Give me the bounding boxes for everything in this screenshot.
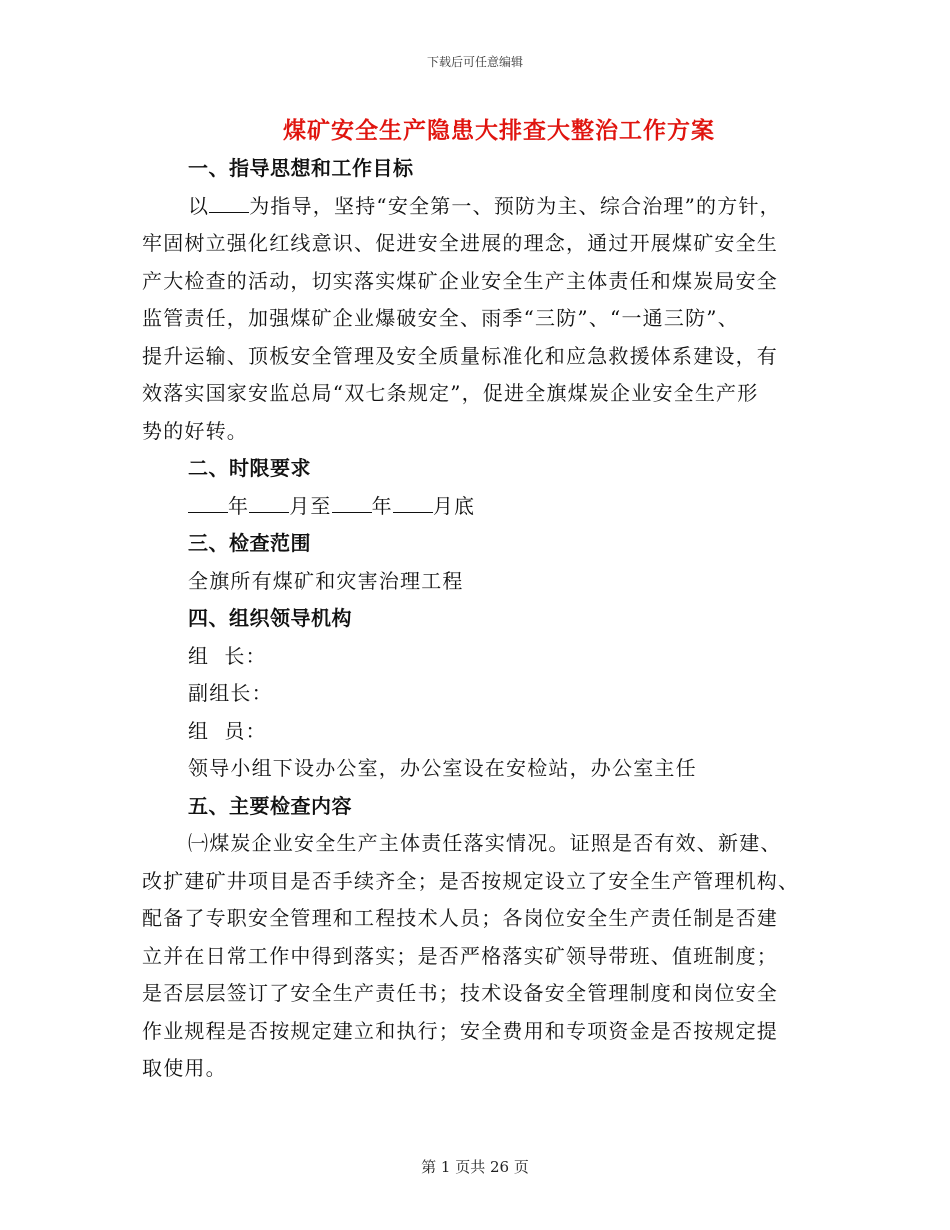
section-5-para-line-3: 配备了专职安全管理和工程技术人员；各岗位安全生产责任制是否建	[142, 906, 778, 930]
section-5-para-line-2: 改扩建矿井项目是否手续齐全；是否按规定设立了安全生产管理机构、	[142, 868, 800, 893]
section-2-heading: 二、时限要求	[188, 456, 311, 480]
fill-in-blank	[332, 494, 372, 513]
inspection-scope-text: 全旗所有煤矿和灾害治理工程	[188, 568, 464, 593]
section-5-heading: 五、主要检查内容	[188, 793, 352, 818]
text-segment: 以	[188, 193, 210, 218]
page-number: 第 1 页共 26 页	[421, 1158, 529, 1176]
section-1-para-line-2: 牢固树立强化红线意识、促进安全进展的理念，通过开展煤矿安全生	[142, 231, 778, 255]
office-line: 领导小组下设办公室，办公室设在安检站，办公室主任	[188, 756, 697, 780]
member-line: 组 员：	[188, 718, 267, 743]
document-body	[142, 150, 812, 1088]
section-1-para-line-6: 效落实国家安监总局“双七条规定”，促进全旗煤炭企业安全生产形	[142, 381, 759, 405]
section-1-para-line-4: 监管责任，加强煤矿企业爆破安全、雨季“三防”、“一通三防”、	[142, 306, 739, 330]
fill-in-blank	[249, 494, 289, 513]
section-4-heading: 四、组织领导机构	[188, 606, 352, 630]
section-3-heading: 三、检查范围	[188, 531, 311, 555]
section-1-para-line-5: 提升运输、顶板安全管理及安全质量标准化和应急救援体系建设，有	[142, 343, 778, 368]
section-5-para-line-5: 是否层层签订了安全生产责任书；技术设备安全管理制度和岗位安全	[142, 981, 778, 1005]
section-1-heading: 一、指导思想和工作目标	[188, 156, 414, 180]
section-1-para-line-3: 产大检查的活动，切实落实煤矿企业安全生产主体责任和煤炭局安全	[142, 268, 778, 293]
section-5-para-line-4: 立并在日常工作中得到落实；是否严格落实矿领导带班、值班制度；	[142, 943, 778, 968]
section-5-para-line-6: 作业规程是否按规定建立和执行；安全费用和专项资金是否按规定提	[142, 1018, 778, 1043]
text-segment: 为指导，坚持“安全第一、预防为主、综合治理”的方针，	[249, 193, 781, 218]
fill-in-blank	[188, 494, 228, 513]
header-note: 下载后可任意编辑	[426, 55, 523, 69]
fill-in-blank	[393, 494, 433, 513]
deputy-leader-line: 副组长：	[188, 681, 273, 705]
section-1-para-line-7: 势的好转。	[142, 418, 248, 443]
leader-line: 组 长：	[188, 643, 267, 668]
text-segment: 月至	[289, 493, 332, 518]
time-limit-line	[142, 488, 812, 526]
fill-in-blank	[209, 194, 249, 213]
document-title: 煤矿安全生产隐患大排查大整治工作方案	[283, 117, 715, 144]
section-5-para-line-1: ㈠煤炭企业安全生产主体责任落实情况。证照是否有效、新建、	[188, 831, 782, 855]
section-5-para-line-7: 取使用。	[142, 1056, 227, 1080]
text-segment: 月底	[432, 493, 476, 518]
text-segment: 年	[228, 493, 250, 518]
section-1-para-line-1	[142, 188, 812, 226]
text-segment: 年	[371, 493, 393, 518]
